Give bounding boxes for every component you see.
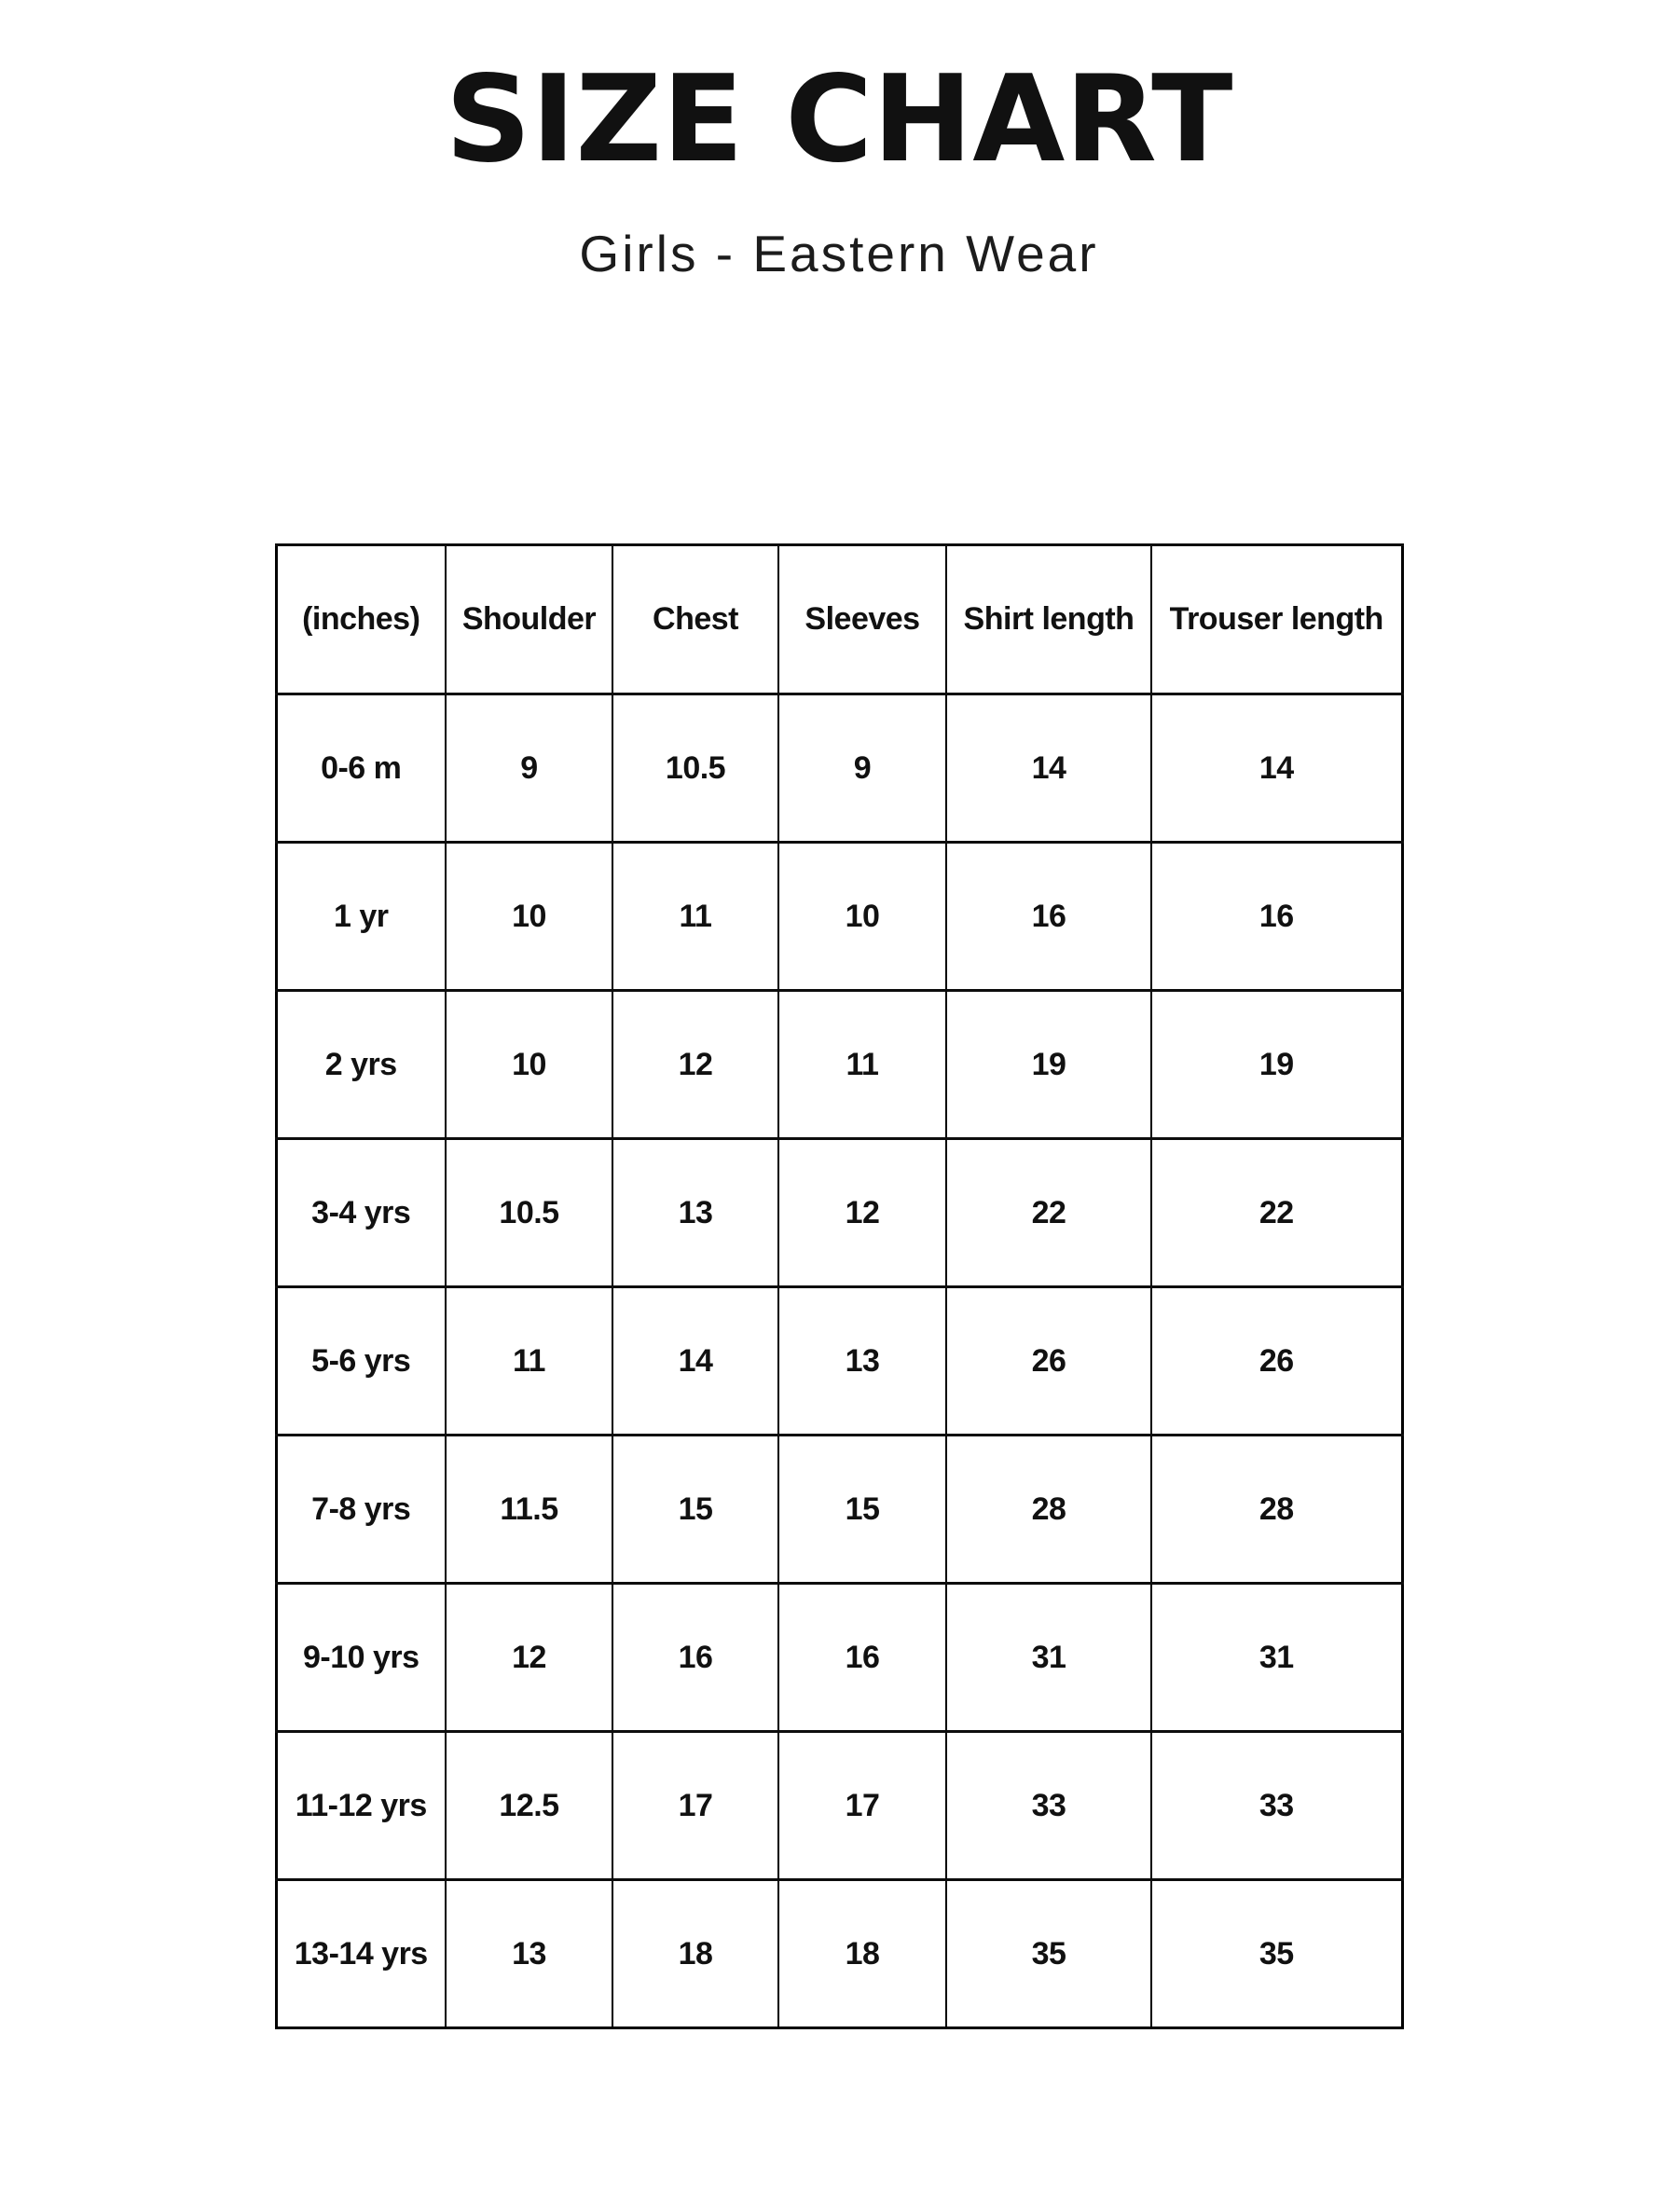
size-label-cell: 1 yr — [276, 843, 446, 991]
header-cell-shirt-length: Shirt length — [946, 545, 1151, 694]
measurement-cell: 11 — [612, 843, 778, 991]
measurement-cell: 15 — [612, 1436, 778, 1584]
size-label-cell: 11-12 yrs — [276, 1732, 446, 1880]
measurement-cell: 26 — [946, 1287, 1151, 1436]
measurement-cell: 19 — [1151, 991, 1402, 1139]
size-label-cell: 3-4 yrs — [276, 1139, 446, 1287]
measurement-cell: 10 — [446, 843, 612, 991]
measurement-cell: 11.5 — [446, 1436, 612, 1584]
measurement-cell: 16 — [1151, 843, 1402, 991]
measurement-cell: 12 — [778, 1139, 946, 1287]
header-cell-chest: Chest — [612, 545, 778, 694]
measurement-cell: 17 — [778, 1732, 946, 1880]
measurement-cell: 31 — [1151, 1584, 1402, 1732]
measurement-cell: 16 — [612, 1584, 778, 1732]
measurement-cell: 12 — [612, 991, 778, 1139]
measurement-cell: 10 — [446, 991, 612, 1139]
measurement-cell: 28 — [946, 1436, 1151, 1584]
page-subtitle: Girls - Eastern Wear — [579, 225, 1099, 282]
main-content — [0, 543, 1678, 2029]
measurement-cell: 18 — [778, 1880, 946, 2028]
measurement-cell: 14 — [612, 1287, 778, 1436]
measurement-cell: 10 — [778, 843, 946, 991]
table-row — [276, 1732, 1402, 1880]
header-cell-sleeves: Sleeves — [778, 545, 946, 694]
measurement-cell: 17 — [612, 1732, 778, 1880]
table-row — [276, 1436, 1402, 1584]
measurement-cell: 12.5 — [446, 1732, 612, 1880]
measurement-cell: 22 — [946, 1139, 1151, 1287]
page-header — [0, 50, 1678, 282]
measurement-cell: 15 — [778, 1436, 946, 1584]
measurement-cell: 16 — [778, 1584, 946, 1732]
table-body — [276, 694, 1402, 2028]
measurement-cell: 14 — [946, 694, 1151, 843]
size-label-cell: 0-6 m — [276, 694, 446, 843]
measurement-cell: 33 — [946, 1732, 1151, 1880]
measurement-cell: 11 — [446, 1287, 612, 1436]
measurement-cell: 13 — [446, 1880, 612, 2028]
table-row — [276, 1139, 1402, 1287]
measurement-cell: 9 — [446, 694, 612, 843]
measurement-cell: 9 — [778, 694, 946, 843]
measurement-cell: 35 — [1151, 1880, 1402, 2028]
size-label-cell: 2 yrs — [276, 991, 446, 1139]
table-row — [276, 991, 1402, 1139]
measurement-cell: 22 — [1151, 1139, 1402, 1287]
measurement-cell: 14 — [1151, 694, 1402, 843]
table-row — [276, 1287, 1402, 1436]
table-row — [276, 694, 1402, 843]
size-label-cell: 5-6 yrs — [276, 1287, 446, 1436]
measurement-cell: 28 — [1151, 1436, 1402, 1584]
header-cell-inches: (inches) — [276, 545, 446, 694]
measurement-cell: 13 — [612, 1139, 778, 1287]
size-label-cell: 7-8 yrs — [276, 1436, 446, 1584]
table-row — [276, 1584, 1402, 1732]
size-chart-table — [275, 543, 1404, 2029]
measurement-cell: 18 — [612, 1880, 778, 2028]
header-cell-trouser-length: Trouser length — [1151, 545, 1402, 694]
measurement-cell: 26 — [1151, 1287, 1402, 1436]
measurement-cell: 35 — [946, 1880, 1151, 2028]
measurement-cell: 31 — [946, 1584, 1151, 1732]
header-cell-shoulder: Shoulder — [446, 545, 612, 694]
measurement-cell: 11 — [778, 991, 946, 1139]
table-header-row — [276, 545, 1402, 694]
table-row — [276, 843, 1402, 991]
measurement-cell: 33 — [1151, 1732, 1402, 1880]
table-row — [276, 1880, 1402, 2028]
measurement-cell: 10.5 — [612, 694, 778, 843]
measurement-cell: 16 — [946, 843, 1151, 991]
measurement-cell: 19 — [946, 991, 1151, 1139]
page-title: SIZE CHART — [445, 50, 1233, 189]
measurement-cell: 13 — [778, 1287, 946, 1436]
measurement-cell: 12 — [446, 1584, 612, 1732]
size-label-cell: 9-10 yrs — [276, 1584, 446, 1732]
measurement-cell: 10.5 — [446, 1139, 612, 1287]
size-label-cell: 13-14 yrs — [276, 1880, 446, 2028]
